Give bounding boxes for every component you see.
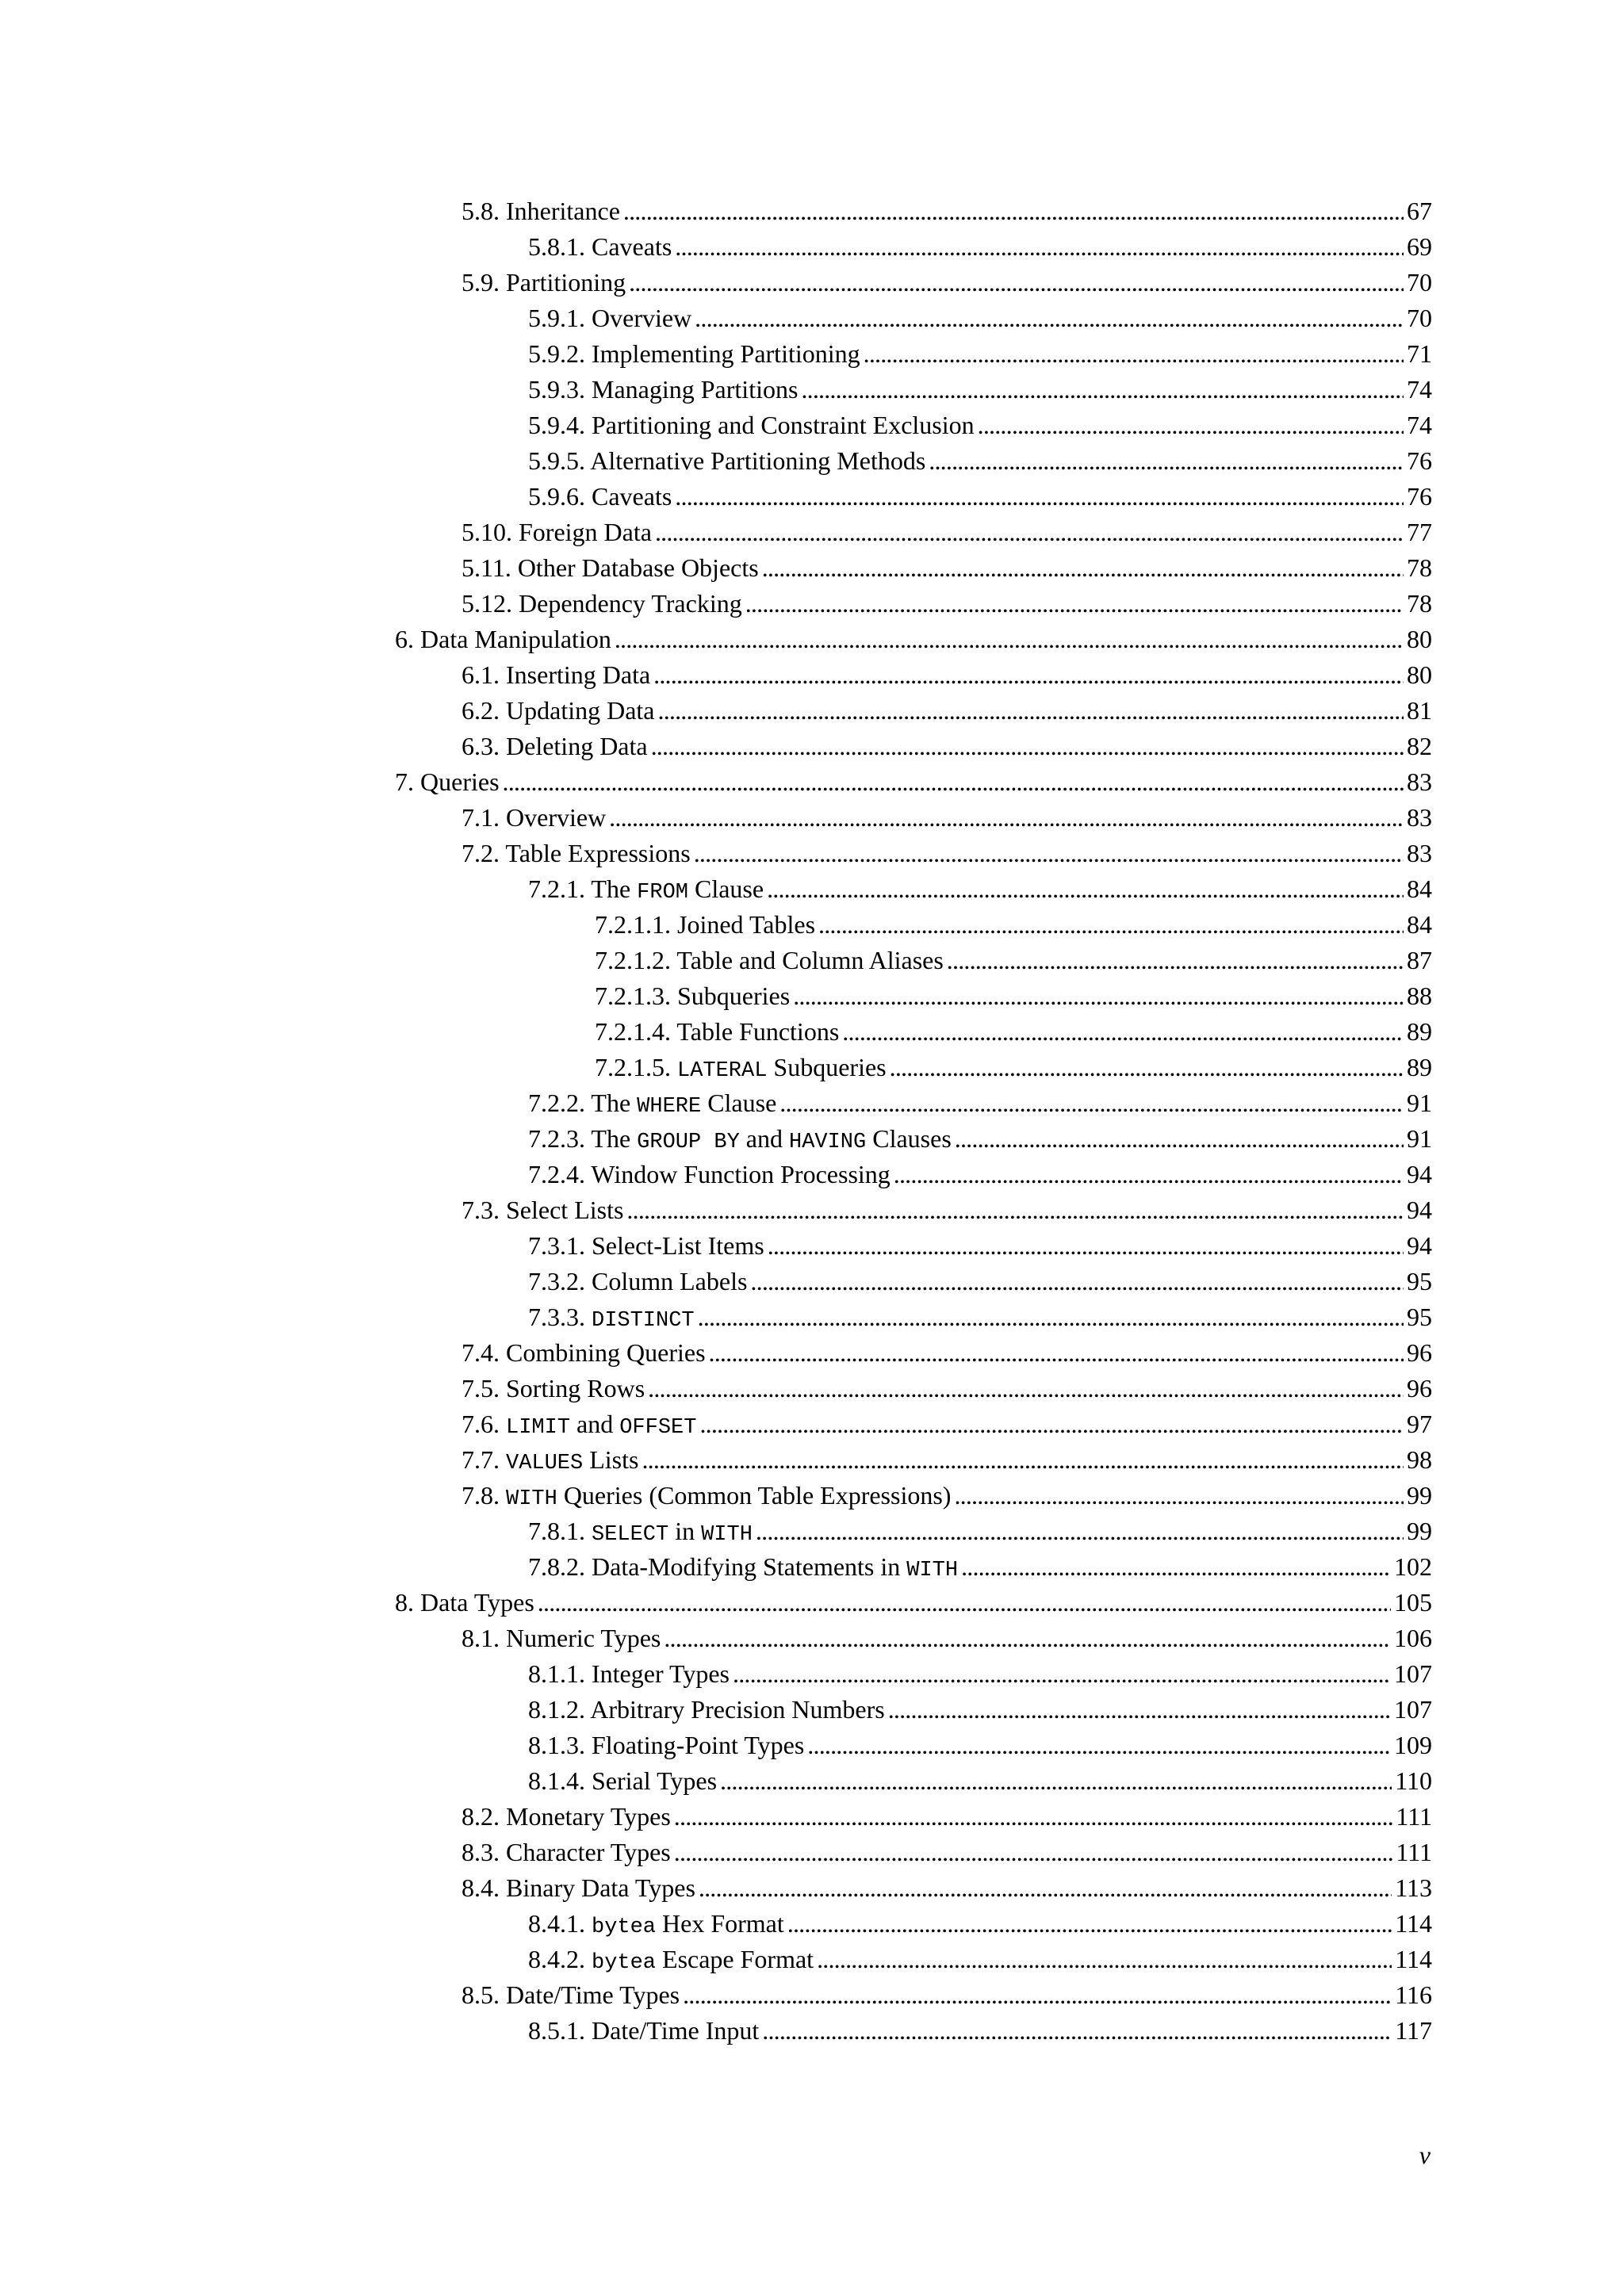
toc-entry[interactable]: [462, 800, 1432, 836]
toc-entry-page: 111: [1396, 1802, 1432, 1831]
toc-entry-title: [462, 836, 691, 871]
dot-leader: [699, 1406, 1404, 1442]
toc-entry-title: [462, 1335, 706, 1371]
title-text: 7.1. Overview: [462, 803, 607, 832]
toc-entry-title: [528, 1157, 891, 1192]
toc-entry-page: 83: [1407, 767, 1432, 796]
toc-entry[interactable]: [528, 871, 1432, 907]
toc-entry-title: [395, 1585, 534, 1621]
dot-leader: [615, 622, 1404, 657]
toc-entry-title: [528, 1299, 695, 1339]
toc-entry-page: 109: [1394, 1731, 1432, 1759]
title-text: Lists: [583, 1445, 639, 1474]
title-text: Clause: [701, 1089, 777, 1117]
code-term: HAVING: [789, 1131, 867, 1154]
toc-entry-page: 113: [1395, 1873, 1432, 1902]
toc-entry-page: 78: [1407, 553, 1432, 582]
toc-entry-title: [462, 800, 606, 836]
title-text: 5.10. Foreign Data: [462, 518, 652, 546]
toc-entry-page: 105: [1394, 1588, 1432, 1617]
dot-leader: [961, 1549, 1391, 1585]
title-text: 5.9.2. Implementing Partitioning: [528, 339, 860, 368]
title-text: in: [668, 1517, 702, 1545]
title-text: 8.1.3. Floating-Point Types: [528, 1731, 805, 1759]
toc-entry-title: [462, 693, 655, 729]
title-text: 7.2.1.4. Table Functions: [595, 1017, 840, 1046]
page-number: v: [1419, 2141, 1431, 2169]
toc-entry-title: [528, 871, 764, 911]
toc-entry-page: 74: [1407, 375, 1432, 404]
code-term: LATERAL: [677, 1059, 768, 1083]
toc-entry-page: 76: [1407, 482, 1432, 511]
toc-entry-page: 107: [1394, 1659, 1432, 1688]
title-text: 7.8.2. Data-Modifying Statements in: [528, 1552, 907, 1581]
title-text: 7.2.1.5.: [595, 1053, 677, 1081]
toc-entry-title: [528, 1513, 753, 1553]
toc-entry-page: 78: [1407, 589, 1432, 618]
toc-entry-page: 91: [1407, 1124, 1432, 1153]
title-text: 5.9.5. Alternative Partitioning Methods: [528, 446, 926, 475]
dot-leader: [609, 800, 1404, 836]
dot-leader: [629, 265, 1404, 300]
title-text: 7.3. Select Lists: [462, 1196, 624, 1224]
title-text: 7.2.1.3. Subqueries: [595, 982, 791, 1010]
toc-entry-page: 111: [1396, 1838, 1432, 1866]
dot-leader: [694, 836, 1404, 871]
toc-entry-page: 98: [1407, 1445, 1432, 1474]
toc-entry[interactable]: [462, 193, 1432, 229]
toc-entry[interactable]: [595, 907, 1432, 943]
dot-leader: [709, 1335, 1404, 1371]
toc-entry[interactable]: [528, 479, 1432, 515]
code-term: FROM: [637, 881, 688, 905]
title-text: 5.11. Other Database Objects: [462, 553, 759, 582]
code-term: WHERE: [637, 1095, 702, 1119]
toc-entry-page: 67: [1407, 197, 1432, 225]
dot-leader: [818, 907, 1404, 943]
dot-leader: [842, 1014, 1404, 1050]
title-text: 7.6.: [462, 1410, 506, 1438]
toc-entry-page: 80: [1407, 625, 1432, 653]
toc-entry-title: [528, 336, 860, 372]
title-text: 7.8.: [462, 1481, 506, 1510]
toc-entry[interactable]: [528, 300, 1432, 336]
toc-entry-page: 81: [1407, 696, 1432, 725]
dot-leader: [674, 1799, 1393, 1835]
title-text: Escape Format: [656, 1945, 814, 1973]
title-text: 7.2.2. The: [528, 1089, 638, 1117]
code-term: VALUES: [506, 1452, 584, 1475]
toc-entry[interactable]: [462, 836, 1432, 871]
toc-entry-title: [462, 1371, 645, 1406]
toc-entry-title: [528, 1763, 717, 1799]
code-term: WITH: [906, 1559, 959, 1582]
toc-entry[interactable]: [395, 764, 1432, 800]
toc-entry-title: [462, 1870, 695, 1906]
title-text: 5.12. Dependency Tracking: [462, 589, 742, 618]
toc-entry-title: [462, 1835, 671, 1870]
title-text: 6.3. Deleting Data: [462, 732, 648, 760]
toc-entry-title: [528, 372, 798, 408]
code-term: LIMIT: [506, 1416, 571, 1440]
dot-leader: [655, 515, 1404, 550]
toc-entry-title: [595, 1050, 887, 1089]
toc-entry-page: 70: [1407, 304, 1432, 332]
title-text: 5.8.1. Caveats: [528, 232, 672, 261]
toc-entry-title: [395, 764, 500, 800]
dot-leader: [642, 1442, 1404, 1478]
title-text: 7.5. Sorting Rows: [462, 1374, 645, 1402]
dot-leader: [793, 978, 1404, 1014]
title-text: 8.4. Binary Data Types: [462, 1873, 695, 1902]
toc-entry-page: 80: [1407, 660, 1432, 689]
toc-entry[interactable]: [528, 1121, 1432, 1157]
toc-entry[interactable]: [528, 336, 1432, 372]
toc-entry-page: 107: [1394, 1695, 1432, 1724]
toc-entry-page: 91: [1407, 1089, 1432, 1117]
toc-entry[interactable]: [595, 1014, 1432, 1050]
toc-entry-title: [528, 2013, 759, 2049]
dot-leader: [888, 1692, 1391, 1728]
toc-entry-page: 89: [1407, 1053, 1432, 1081]
toc-entry-page: 116: [1395, 1980, 1432, 2009]
toc-entry-title: [528, 443, 925, 479]
toc-entry-page: 96: [1407, 1338, 1432, 1367]
dot-leader: [787, 1906, 1392, 1942]
toc-entry-page: 87: [1407, 946, 1432, 974]
toc-entry[interactable]: [462, 1192, 1432, 1228]
title-text: 8.1.2. Arbitrary Precision Numbers: [528, 1695, 885, 1724]
title-text: Queries (Common Table Expressions): [557, 1481, 952, 1510]
dot-leader: [683, 1977, 1392, 2013]
toc-entry-title: [528, 1906, 784, 1946]
toc-entry-page: 97: [1407, 1410, 1432, 1438]
code-term: WITH: [701, 1523, 753, 1547]
code-term: SELECT: [592, 1523, 669, 1547]
title-text: 7.2.1.2. Table and Column Aliases: [595, 946, 944, 974]
toc-entry-page: 69: [1407, 232, 1432, 261]
toc-entry-title: [462, 1192, 623, 1228]
title-text: 8.4.1.: [528, 1909, 592, 1938]
dot-leader: [768, 1228, 1404, 1264]
toc-entry[interactable]: [462, 1835, 1432, 1870]
dot-leader: [675, 479, 1404, 515]
toc-entry-title: [528, 1085, 776, 1125]
toc-entry-title: [595, 978, 790, 1014]
toc-entry-title: [595, 1014, 839, 1050]
toc-entry-title: [528, 1656, 730, 1692]
dot-leader: [807, 1728, 1391, 1763]
title-text: 8.1.1. Integer Types: [528, 1659, 730, 1688]
toc-entry-page: 114: [1395, 1945, 1432, 1973]
toc-entry-page: 94: [1407, 1196, 1432, 1224]
toc-entry[interactable]: [528, 1299, 1432, 1335]
toc-entry[interactable]: [528, 443, 1432, 479]
toc-entry-page: 106: [1394, 1624, 1432, 1652]
code-term: bytea: [592, 1951, 657, 1975]
title-text: 8.5.1. Date/Time Input: [528, 2016, 760, 2045]
toc-entry-title: [595, 943, 944, 978]
toc-entry-title: [462, 1977, 680, 2013]
toc-entry-title: [528, 229, 672, 265]
toc-entry-page: 76: [1407, 446, 1432, 475]
toc-entry-page: 88: [1407, 982, 1432, 1010]
dot-leader: [623, 193, 1404, 229]
title-text: 7.2.1. The: [528, 874, 638, 903]
dot-leader: [750, 1264, 1404, 1299]
code-term: bytea: [592, 1915, 657, 1939]
toc-entry-page: 70: [1407, 268, 1432, 297]
toc-entry[interactable]: [462, 550, 1432, 586]
toc-entry-page: 117: [1395, 2016, 1432, 2045]
toc-entry-title: [462, 1621, 661, 1656]
toc-entry-page: 95: [1407, 1303, 1432, 1331]
toc-entry[interactable]: [462, 657, 1432, 693]
dot-leader: [767, 871, 1404, 907]
toc-entry-title: [595, 907, 815, 943]
title-text: 8.5. Date/Time Types: [462, 1980, 680, 2009]
title-text: 7.8.1.: [528, 1517, 592, 1545]
title-text: Clause: [688, 874, 764, 903]
toc-entry[interactable]: [528, 229, 1432, 265]
dot-leader: [762, 550, 1404, 586]
title-text: 6. Data Manipulation: [395, 625, 611, 653]
title-text: 6.1. Inserting Data: [462, 660, 651, 689]
toc-entry[interactable]: [462, 1442, 1432, 1478]
dot-leader: [817, 1942, 1392, 1977]
toc-entry[interactable]: [528, 1228, 1432, 1264]
toc-entry[interactable]: [462, 729, 1432, 764]
toc-entry[interactable]: [528, 2013, 1432, 2049]
toc-entry[interactable]: [528, 1549, 1432, 1585]
toc-entry-page: 110: [1395, 1766, 1432, 1795]
title-text: 8.4.2.: [528, 1945, 592, 1973]
title-text: 7.3.3.: [528, 1303, 592, 1331]
dot-leader: [695, 300, 1404, 336]
dot-leader: [890, 1050, 1404, 1085]
dot-leader: [801, 372, 1404, 408]
dot-leader: [720, 1763, 1392, 1799]
dot-leader: [664, 1621, 1391, 1656]
toc-entry[interactable]: [528, 1942, 1432, 1977]
toc-entry-title: [528, 1228, 764, 1264]
title-text: Subqueries: [767, 1053, 887, 1081]
toc-entry-page: 84: [1407, 910, 1432, 939]
toc-entry[interactable]: [462, 1371, 1432, 1406]
title-text: 5.9.1. Overview: [528, 304, 692, 332]
toc-entry-title: [528, 1549, 958, 1589]
dot-leader: [954, 1478, 1404, 1513]
title-text: 8.1. Numeric Types: [462, 1624, 661, 1652]
code-term: OFFSET: [619, 1416, 697, 1440]
dot-leader: [538, 1585, 1391, 1621]
toc-entry-page: 71: [1407, 339, 1432, 368]
toc-entry[interactable]: [462, 265, 1432, 300]
title-text: 7.2.3. The: [528, 1124, 638, 1153]
toc-entry-title: [462, 265, 626, 300]
toc-entry-title: [528, 300, 691, 336]
toc-entry[interactable]: [462, 1406, 1432, 1442]
title-text: 7.2.1.1. Joined Tables: [595, 910, 816, 939]
dot-leader: [675, 229, 1404, 265]
toc-entry-page: 102: [1394, 1552, 1432, 1581]
dot-leader: [756, 1513, 1404, 1549]
toc-entry[interactable]: [528, 1906, 1432, 1942]
toc-entry[interactable]: [595, 978, 1432, 1014]
toc-entry-title: [462, 515, 652, 550]
toc-entry[interactable]: [528, 1157, 1432, 1192]
toc-entry[interactable]: [395, 622, 1432, 657]
code-term: DISTINCT: [592, 1309, 695, 1333]
title-text: 5.9.3. Managing Partitions: [528, 375, 799, 404]
title-text: Hex Format: [656, 1909, 784, 1938]
toc-entry-page: 94: [1407, 1160, 1432, 1188]
toc-entry[interactable]: [528, 1656, 1432, 1692]
toc-entry-page: 89: [1407, 1017, 1432, 1046]
toc-entry-title: [462, 193, 620, 229]
toc-entry-title: [395, 622, 611, 657]
title-text: 7.2. Table Expressions: [462, 839, 691, 867]
toc-entry-page: 114: [1395, 1909, 1432, 1938]
dot-leader: [929, 443, 1404, 479]
toc-entry[interactable]: [462, 586, 1432, 622]
toc-entry-title: [528, 408, 975, 443]
toc-entry[interactable]: [462, 693, 1432, 729]
toc-entry-page: 77: [1407, 518, 1432, 546]
dot-leader: [651, 729, 1404, 764]
toc-entry-page: 99: [1407, 1481, 1432, 1510]
toc-entry-title: [462, 1406, 696, 1446]
title-text: 5.9. Partitioning: [462, 268, 626, 297]
dot-leader: [674, 1835, 1393, 1870]
toc-entry-page: 96: [1407, 1374, 1432, 1402]
toc-entry[interactable]: [528, 408, 1432, 443]
title-text: 7.7.: [462, 1445, 506, 1474]
toc-entry[interactable]: [528, 1085, 1432, 1121]
dot-leader: [745, 586, 1404, 622]
code-term: WITH: [506, 1487, 557, 1511]
title-text: and: [570, 1410, 620, 1438]
title-text: 7.4. Combining Queries: [462, 1338, 706, 1367]
dot-leader: [762, 2013, 1392, 2049]
dot-leader: [955, 1121, 1404, 1157]
toc-entry-title: [528, 1728, 804, 1763]
toc-entry[interactable]: [528, 1513, 1432, 1549]
title-text: 8.1.4. Serial Types: [528, 1766, 718, 1795]
toc-entry-title: [528, 479, 672, 515]
code-term: GROUP BY: [637, 1131, 740, 1154]
title-text: Clauses: [866, 1124, 952, 1153]
toc-entry-page: 84: [1407, 874, 1432, 903]
toc-entry-title: [462, 1478, 951, 1517]
title-text: 5.9.6. Caveats: [528, 482, 672, 511]
toc-entry-page: 95: [1407, 1267, 1432, 1295]
toc-entry-title: [528, 1692, 885, 1728]
toc-entry[interactable]: [528, 372, 1432, 408]
toc-entry-page: 94: [1407, 1231, 1432, 1260]
dot-leader: [779, 1085, 1404, 1121]
dot-leader: [626, 1192, 1404, 1228]
title-text: 8.3. Character Types: [462, 1838, 671, 1866]
toc-entry-title: [462, 1799, 671, 1835]
toc-entry-page: 83: [1407, 839, 1432, 867]
toc-entry-title: [462, 586, 742, 622]
toc-entry[interactable]: [528, 1264, 1432, 1299]
dot-leader: [894, 1157, 1404, 1192]
toc-entry[interactable]: [595, 1050, 1432, 1085]
title-text: 8. Data Types: [395, 1588, 534, 1617]
dot-leader: [699, 1870, 1392, 1906]
toc-entry[interactable]: [462, 1335, 1432, 1371]
dot-leader: [733, 1656, 1391, 1692]
toc-entry[interactable]: [462, 1478, 1432, 1513]
title-text: 7. Queries: [395, 767, 500, 796]
toc-entry[interactable]: [595, 943, 1432, 978]
dot-leader: [653, 657, 1404, 693]
title-text: and: [739, 1124, 789, 1153]
toc-entry[interactable]: [395, 1585, 1432, 1621]
title-text: 7.2.4. Window Function Processing: [528, 1160, 891, 1188]
toc-entry-title: [528, 1264, 747, 1299]
toc-entry[interactable]: [528, 1728, 1432, 1763]
toc-entry-page: 83: [1407, 803, 1432, 832]
dot-leader: [864, 336, 1404, 372]
dot-leader: [648, 1371, 1404, 1406]
dot-leader: [658, 693, 1404, 729]
dot-leader: [698, 1299, 1404, 1335]
toc-entry[interactable]: [462, 1621, 1432, 1656]
toc-entry-title: [462, 550, 759, 586]
toc-entry-page: 82: [1407, 732, 1432, 760]
title-text: 5.8. Inheritance: [462, 197, 620, 225]
toc-entry-title: [462, 657, 650, 693]
toc-entry-page: 99: [1407, 1517, 1432, 1545]
toc-entry-page: 74: [1407, 411, 1432, 439]
title-text: 5.9.4. Partitioning and Constraint Exclusion: [528, 411, 975, 439]
title-text: 7.3.1. Select-List Items: [528, 1231, 764, 1260]
toc-entry[interactable]: [528, 1763, 1432, 1799]
dot-leader: [503, 764, 1404, 800]
dot-leader: [947, 943, 1404, 978]
toc-entry[interactable]: [462, 515, 1432, 550]
toc-entry-title: [462, 729, 648, 764]
toc-entry-title: [528, 1942, 814, 1981]
title-text: 8.2. Monetary Types: [462, 1802, 671, 1831]
dot-leader: [978, 408, 1404, 443]
toc-entry-title: [528, 1121, 952, 1161]
toc-entry[interactable]: [462, 1870, 1432, 1906]
toc-entry[interactable]: [462, 1977, 1432, 2013]
title-text: 6.2. Updating Data: [462, 696, 655, 725]
title-text: 7.3.2. Column Labels: [528, 1267, 748, 1295]
toc-entry[interactable]: [462, 1799, 1432, 1835]
toc-entry[interactable]: [528, 1692, 1432, 1728]
toc-entry-title: [462, 1442, 638, 1482]
